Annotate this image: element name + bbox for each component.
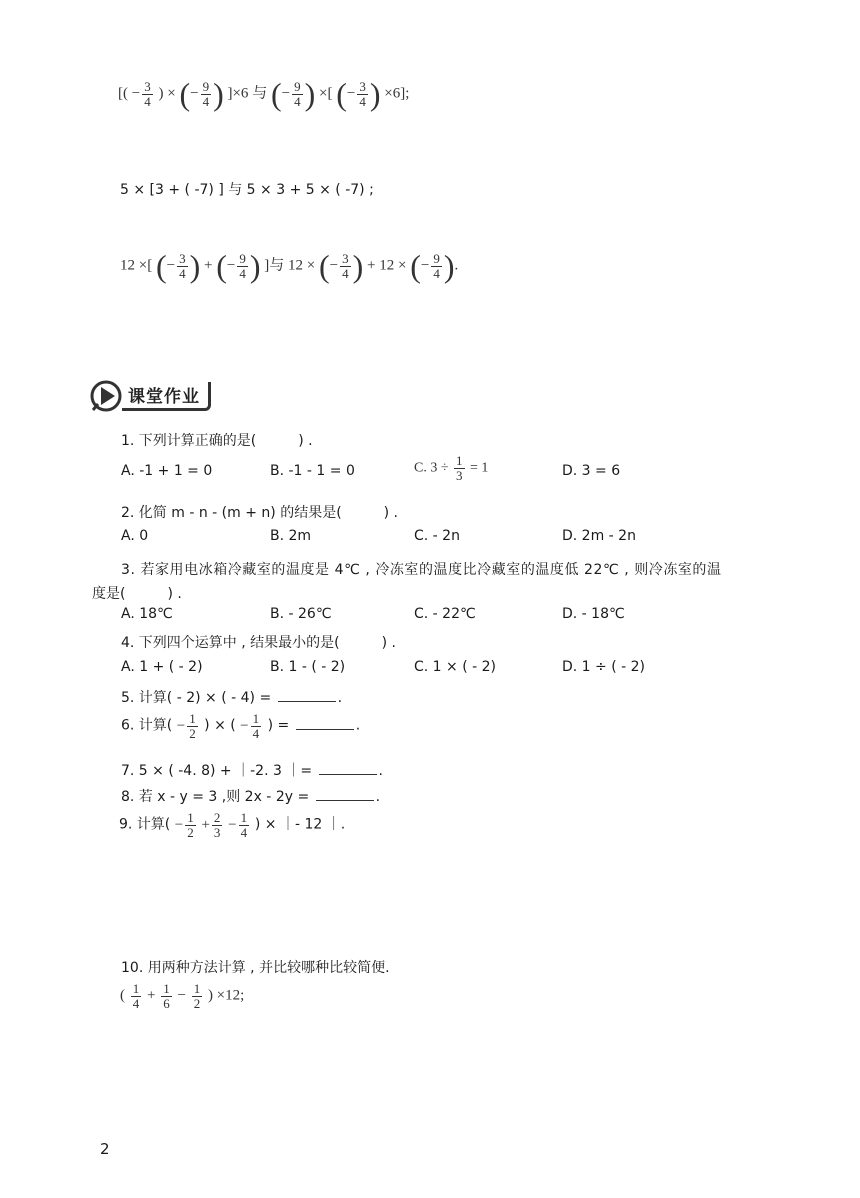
fraction: $\frac{3}{4}$ [359, 78, 366, 109]
fraction: $\frac{1}{4}$ [252, 711, 260, 741]
question-8: 8. 若 x - y = 3 ,则 2x - 2y = . [121, 789, 381, 805]
question-4-option-b: B. 1 - ( - 2) [270, 659, 346, 675]
question-4-option-d: D. 1 ÷ ( - 2) [562, 659, 646, 675]
question-3-option-b: B. - 26℃ [270, 606, 332, 622]
question-5: 5. 计算( - 2) × ( - 4) = . [121, 690, 343, 706]
question-1-option-a: A. -1 + 1 = 0 [121, 463, 213, 479]
question-4-stem: 4. 下列四个运算中 , 结果最小的是( ) . [121, 635, 396, 651]
question-2-option-c: C. - 2n [414, 528, 460, 544]
fraction: $\frac{9}{4}$ [239, 250, 246, 281]
question-4-option-c: C. 1 × ( - 2) [414, 659, 496, 675]
page-number: 2 [100, 1140, 110, 1158]
question-1-option-c: C. 3 ÷ $\frac{1}{3}$ = 1 [414, 453, 489, 483]
fraction: $\frac{1}{2}$ [193, 981, 201, 1011]
question-7: 7. 5 × ( -4. 8) + ｜-2. 3 ｜= . [121, 763, 383, 779]
question-2-stem: 2. 化简 m - n - (m + n) 的结果是( ) . [121, 505, 399, 521]
intro-line-3: 12 ×[ (− $\frac{3}{4}$ ) + (− $\frac{9}{4}$ ) ]与 12 × (− $\frac{3}{4}$ ) + 12 × (− $\frac{9}{4}$ ). [120, 248, 459, 284]
question-3-option-d: D. - 18℃ [562, 606, 625, 622]
question-4-option-a: A. 1 + ( - 2) [121, 659, 203, 675]
question-10-stem: 10. 用两种方法计算 , 并比较哪种比较简便. [121, 960, 390, 976]
question-6: 6. 计算( − $\frac{1}{2}$ ) × ( − $\frac{1}{4}$ ) = . [121, 711, 361, 741]
answer-blank[interactable] [278, 689, 336, 702]
question-1-option-b: B. -1 - 1 = 0 [270, 463, 355, 479]
question-2-option-a: A. 0 [121, 528, 149, 544]
intro-line-2: 5 × [3 + ( -7) ] 与 5 × 3 + 5 × ( -7) ; [120, 182, 374, 198]
fraction: $\frac{9}{4}$ [294, 78, 301, 109]
question-3-stem-line-1: 3. 若家用电冰箱冷藏室的温度是 4℃ , 冷冻室的温度比冷藏室的温度低 22℃ , 则冷冻室的温 [121, 562, 722, 578]
question-3-option-a: A. 18℃ [121, 606, 173, 622]
question-3-stem-line-2: 度是( ) . [92, 586, 182, 602]
fraction: $\frac{1}{2}$ [189, 711, 196, 741]
question-10-expression: ( $\frac{1}{4}$ + $\frac{1}{6}$ − $\frac{1}{2}$ ) ×12; [120, 981, 245, 1011]
fraction: $\frac{9}{4}$ [433, 250, 440, 281]
fraction: $\frac{1}{4}$ [240, 810, 248, 840]
section-heading [90, 380, 211, 412]
answer-blank[interactable] [316, 788, 374, 801]
intro-line-1: [( − $\frac{3}{4}$ ) × (− $\frac{9}{4}$ ) ]×6 与 (− $\frac{9}{4}$ ) ×[ (− $\frac{3}{4}$ ) ×6]; [118, 76, 410, 112]
fraction: $\frac{1}{3}$ [456, 453, 463, 483]
fraction: $\frac{3}{4}$ [179, 250, 186, 281]
section-title: 课堂作业 [122, 382, 211, 411]
play-icon [90, 380, 122, 412]
question-2-option-d: D. 2m - 2n [562, 528, 636, 544]
fraction: $\frac{3}{4}$ [144, 78, 151, 109]
question-9: 9. 计算( − $\frac{1}{2}$ + $\frac{2}{3}$ − $\frac{1}{4}$ ) × ｜- 12 ｜. [119, 810, 346, 840]
answer-blank[interactable] [296, 717, 354, 730]
question-1-option-d: D. 3 = 6 [562, 463, 621, 479]
question-3-option-c: C. - 22℃ [414, 606, 476, 622]
question-2-option-b: B. 2m [270, 528, 312, 544]
question-1-stem: 1. 下列计算正确的是( ) . [121, 433, 313, 449]
fraction: $\frac{1}{4}$ [132, 981, 140, 1011]
fraction: $\frac{1}{2}$ [187, 810, 194, 840]
answer-blank[interactable] [319, 762, 377, 775]
fraction: $\frac{3}{4}$ [342, 250, 349, 281]
fraction: $\frac{2}{3}$ [213, 810, 221, 840]
fraction: $\frac{1}{6}$ [163, 981, 170, 1011]
fraction: $\frac{9}{4}$ [202, 78, 210, 109]
